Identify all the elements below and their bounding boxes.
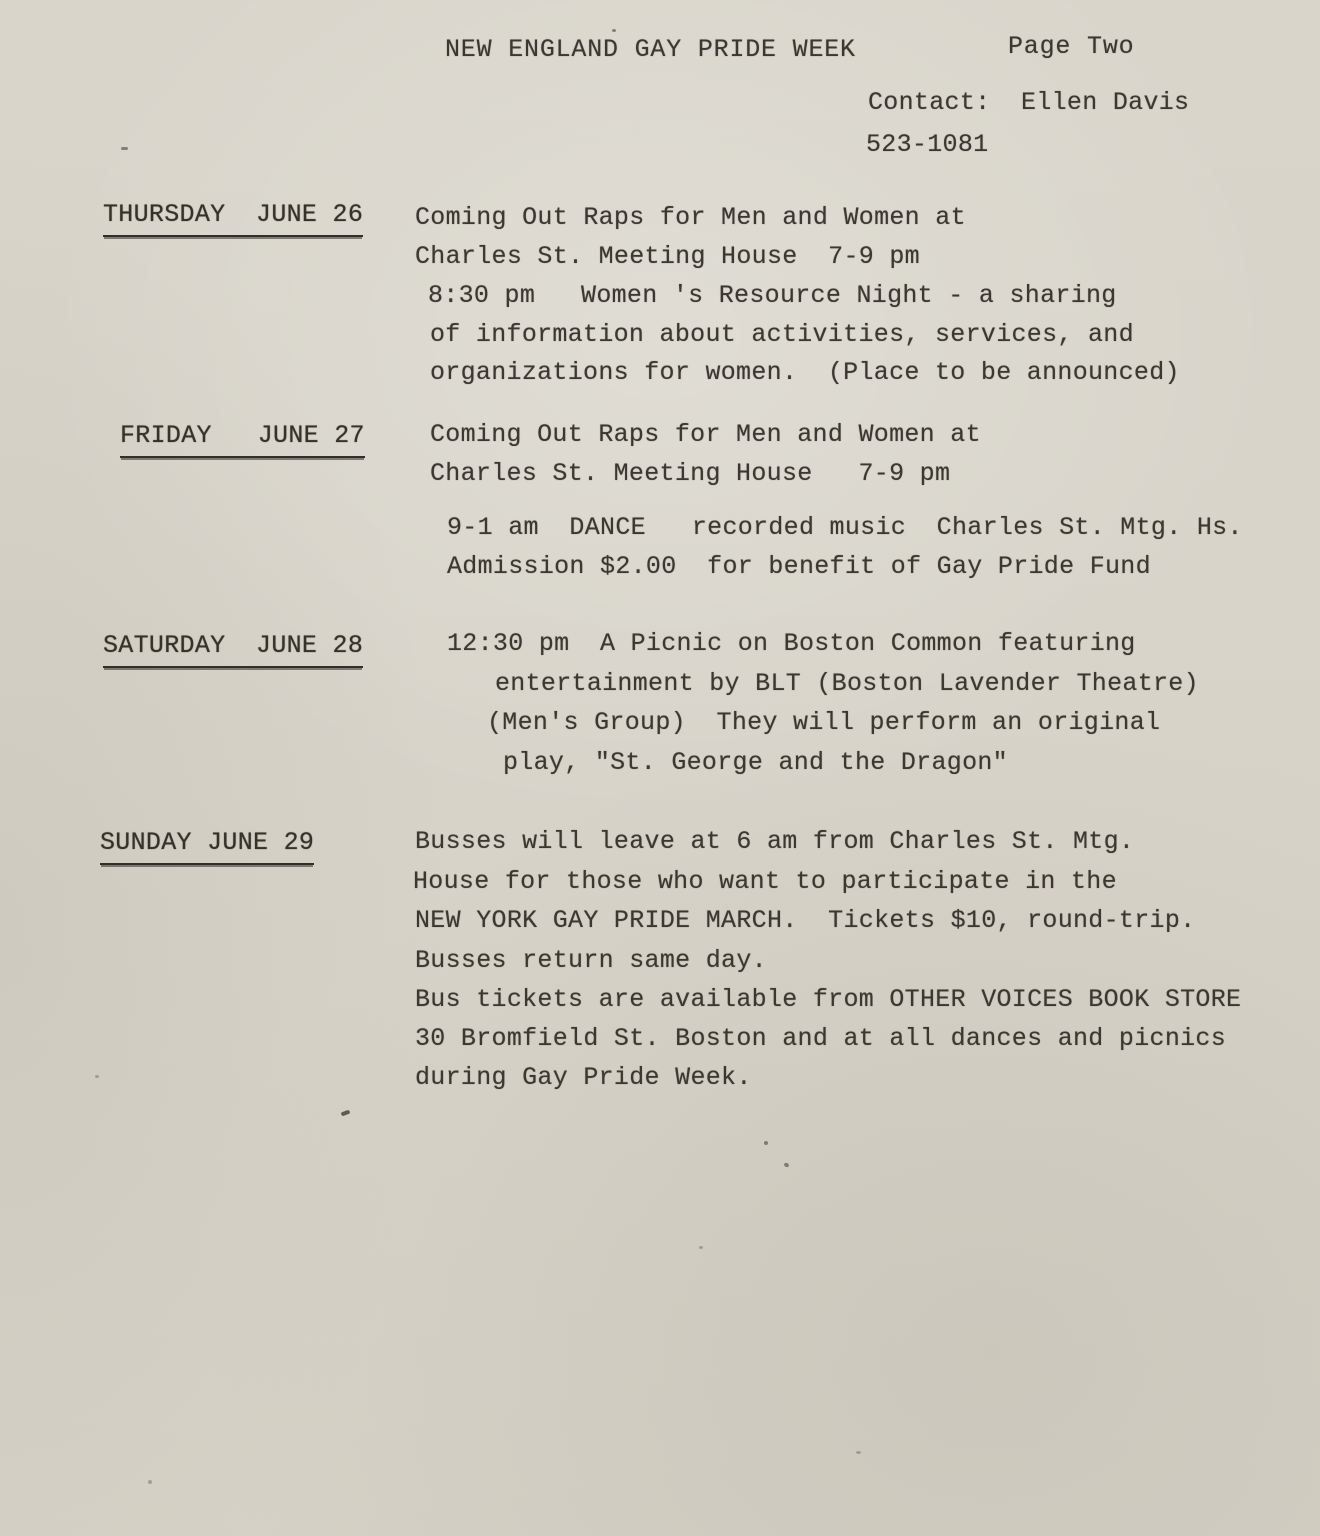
schedule-line: (Men's Group) They will perform an original [487, 708, 1161, 737]
paper-speck [121, 147, 128, 150]
schedule-line: entertainment by BLT (Boston Lavender Theatre) [495, 669, 1199, 698]
schedule-line: Coming Out Raps for Men and Women at [415, 203, 966, 232]
contact-line: Contact: Ellen Davis [868, 88, 1190, 117]
schedule-line: Bus tickets are available from OTHER VOICES BOOK STORE [415, 985, 1242, 1014]
schedule-line: play, "St. George and the Dragon" [503, 748, 1008, 777]
paper-speck [341, 1110, 351, 1117]
schedule-line: of information about activities, services, and [430, 320, 1134, 349]
schedule-line: during Gay Pride Week. [415, 1063, 752, 1092]
schedule-line: 12:30 pm A Picnic on Boston Common featuring [447, 629, 1136, 658]
schedule-line: Busses will leave at 6 am from Charles St. Mtg. [415, 827, 1135, 856]
schedule-line: Busses return same day. [415, 946, 767, 975]
day-heading-saturday: SATURDAY JUNE 28 [103, 631, 363, 668]
contact-phone: 523-1081 [866, 130, 989, 159]
day-heading-friday: FRIDAY JUNE 27 [120, 421, 365, 458]
day-heading-thursday: THURSDAY JUNE 26 [103, 200, 363, 237]
schedule-line: 8:30 pm Women 's Resource Night - a sharing [428, 281, 1117, 310]
paper-speck [764, 1141, 768, 1145]
paper-speck [699, 1246, 703, 1249]
schedule-line: 30 Bromfield St. Boston and at all dances and picnics [415, 1024, 1227, 1053]
schedule-line: Admission $2.00 for benefit of Gay Pride Fund [447, 552, 1151, 581]
paper-speck [148, 1480, 152, 1484]
schedule-line: organizations for women. (Place to be announced) [430, 358, 1180, 387]
paper-speck [856, 1451, 861, 1454]
schedule-line: House for those who want to participate in the [413, 867, 1117, 896]
page-number-label: Page Two [1008, 32, 1135, 61]
schedule-line: Charles St. Meeting House 7-9 pm [415, 242, 920, 271]
paper-speck [612, 29, 616, 32]
schedule-line: Coming Out Raps for Men and Women at [430, 420, 981, 449]
schedule-line: 9-1 am DANCE recorded music Charles St. Mtg. Hs. [447, 513, 1243, 542]
schedule-line: Charles St. Meeting House 7-9 pm [430, 459, 951, 488]
day-heading-sunday: SUNDAY JUNE 29 [100, 828, 314, 865]
paper-speck [95, 1075, 99, 1078]
schedule-line: NEW YORK GAY PRIDE MARCH. Tickets $10, round-trip. [415, 906, 1196, 935]
document-title: NEW ENGLAND GAY PRIDE WEEK [445, 35, 856, 64]
paper-speck [783, 1162, 789, 1168]
